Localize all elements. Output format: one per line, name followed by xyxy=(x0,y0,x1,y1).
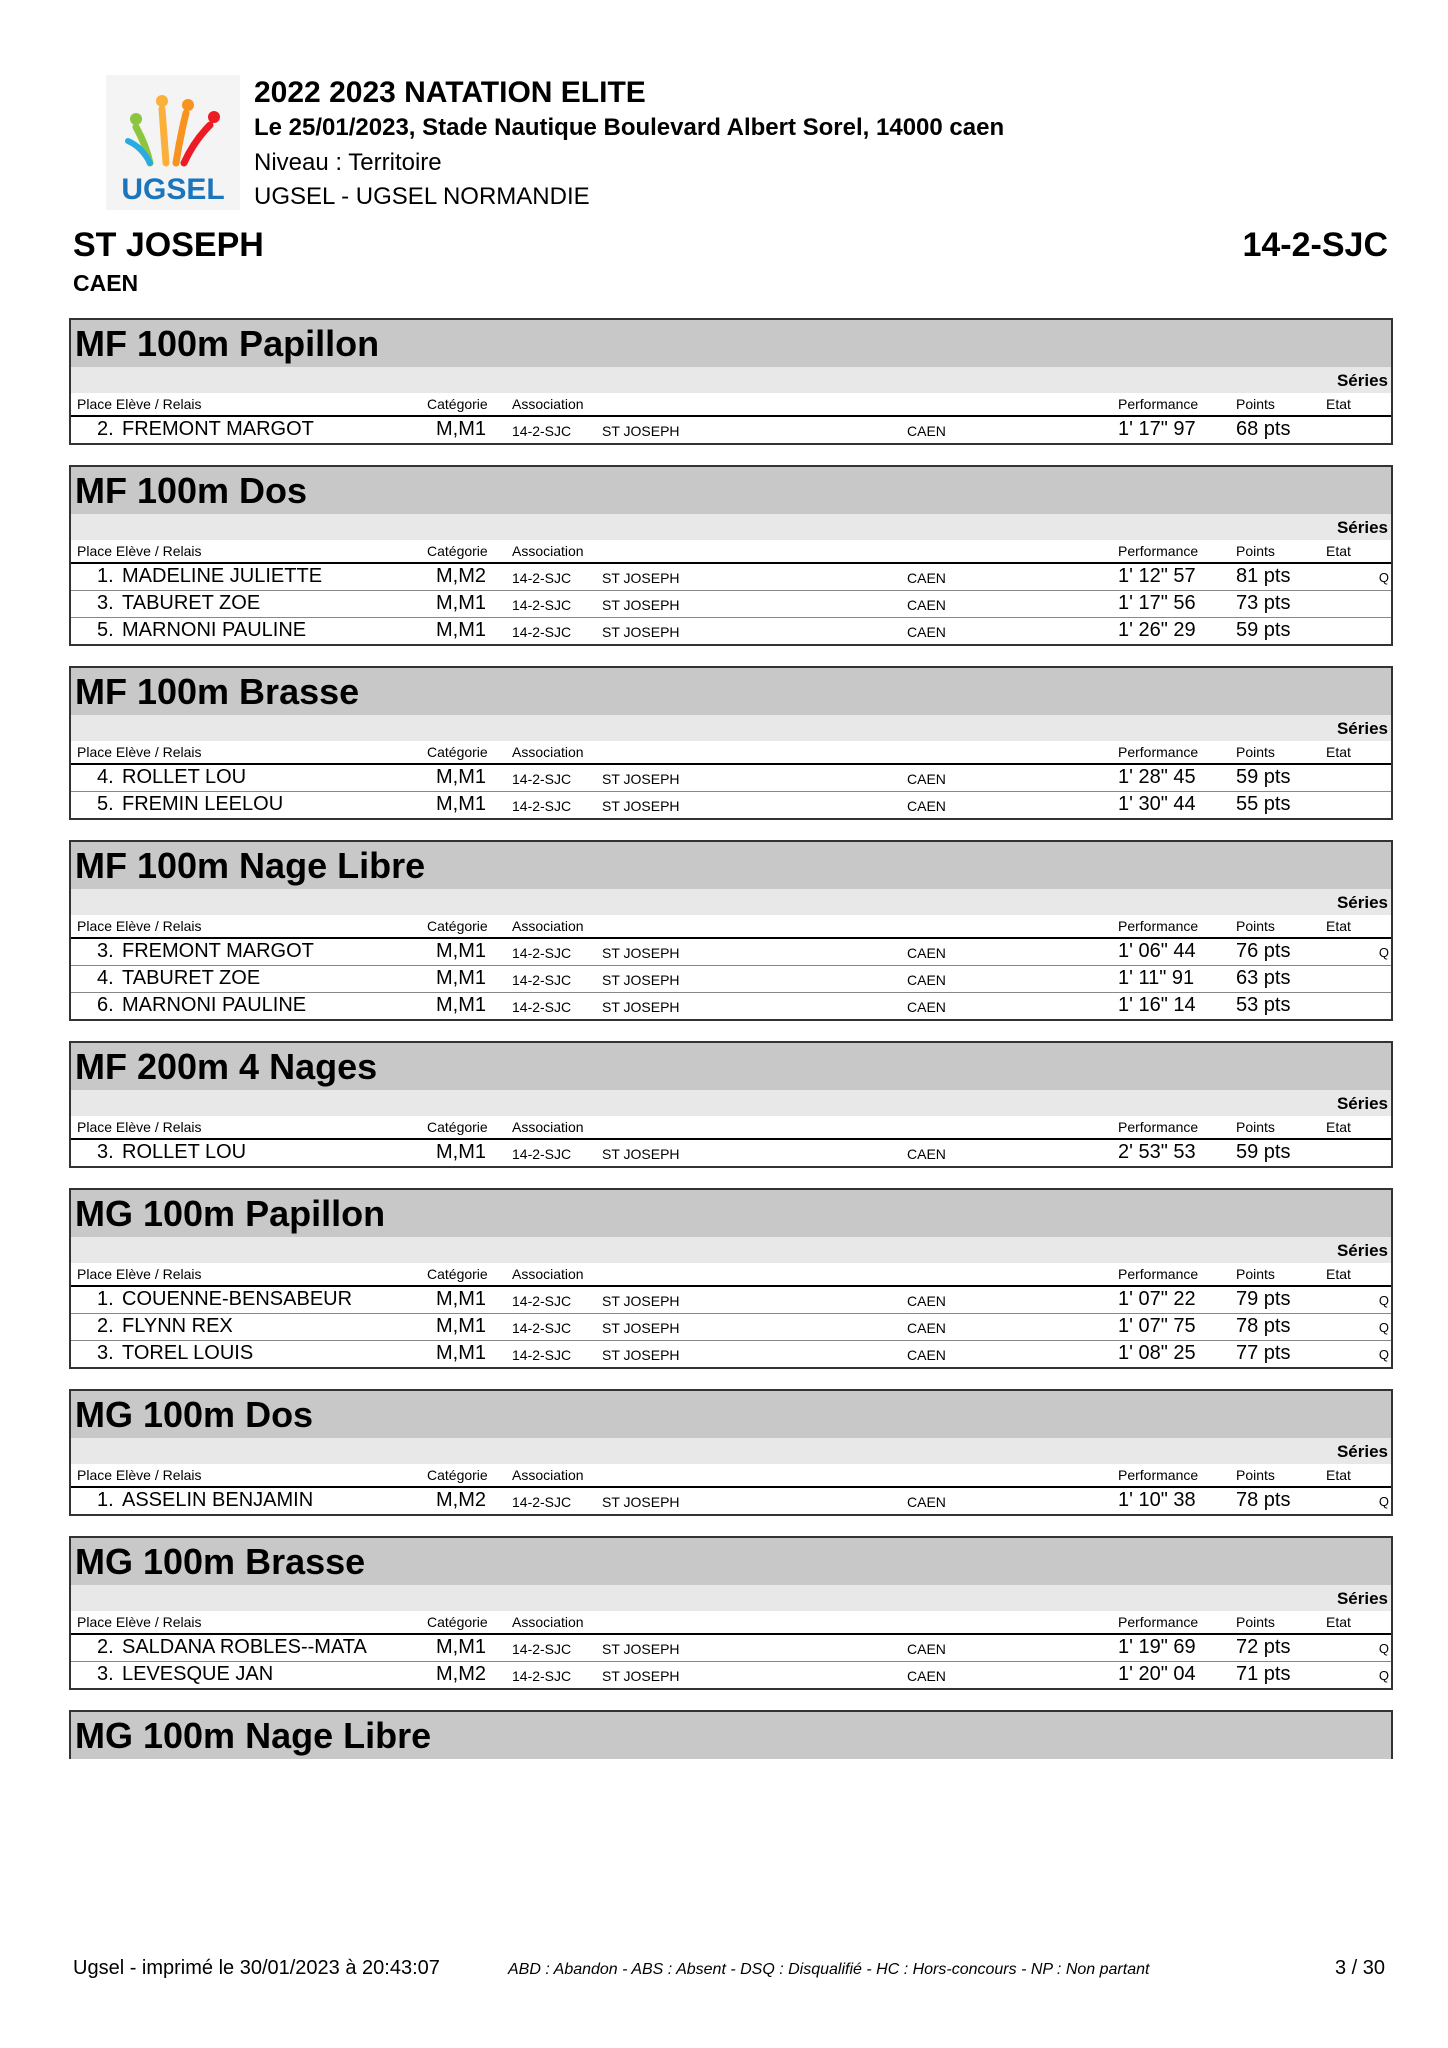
meet-title: 2022 2023 NATATION ELITE xyxy=(254,76,646,109)
association-city: CAEN xyxy=(907,1347,946,1363)
col-category: Catégorie xyxy=(427,918,488,934)
performance: 1' 11" 91 xyxy=(1118,967,1195,989)
place: 4. xyxy=(97,766,114,788)
qualification-status: Q xyxy=(1378,1320,1389,1335)
qualification-status: Q xyxy=(1378,945,1389,960)
col-category: Catégorie xyxy=(427,1266,488,1282)
column-headers xyxy=(71,1464,1391,1488)
col-performance: Performance xyxy=(1118,1467,1199,1483)
category: M,M1 xyxy=(436,1288,486,1310)
association-code: 14-2-SJC xyxy=(512,1146,572,1162)
col-etat: Etat xyxy=(1326,744,1351,760)
points: 78 pts xyxy=(1236,1489,1291,1511)
result-row xyxy=(71,1140,1391,1166)
performance: 1' 08" 25 xyxy=(1118,1342,1196,1364)
association-code: 14-2-SJC xyxy=(512,1293,572,1309)
swimmer-name: MARNONI PAULINE xyxy=(122,994,307,1016)
result-row xyxy=(71,765,1391,792)
performance: 1' 17" 97 xyxy=(1118,418,1196,440)
col-points: Points xyxy=(1236,744,1275,760)
event-table xyxy=(69,1041,1393,1168)
series-label: Séries xyxy=(71,1237,1391,1263)
meet-date-venue: Le 25/01/2023, Stade Nautique Boulevard Albert Sorel, 14000 caen xyxy=(254,114,1005,141)
result-row xyxy=(71,1287,1391,1314)
association-city: CAEN xyxy=(907,1641,946,1657)
points: 78 pts xyxy=(1236,1315,1291,1337)
association-city: CAEN xyxy=(907,597,946,613)
swimmer-name: FREMONT MARGOT xyxy=(122,418,314,440)
col-association: Association xyxy=(512,744,584,760)
points: 71 pts xyxy=(1236,1663,1291,1685)
performance: 1' 20" 04 xyxy=(1118,1663,1196,1685)
event-title: MF 100m Papillon xyxy=(71,320,1391,367)
event-title: MF 200m 4 Nages xyxy=(71,1043,1391,1090)
swimmer-name: FLYNN REX xyxy=(122,1315,233,1337)
event-title: MF 100m Nage Libre xyxy=(71,842,1391,889)
association-code: 14-2-SJC xyxy=(512,999,572,1015)
result-row xyxy=(71,939,1391,966)
association-code: 14-2-SJC xyxy=(512,972,572,988)
result-row xyxy=(71,1662,1391,1688)
place: 3. xyxy=(97,1141,114,1163)
col-category: Catégorie xyxy=(427,396,488,412)
print-info: Ugsel - imprimé le 30/01/2023 à 20:43:07 xyxy=(73,1957,440,1979)
event-table xyxy=(69,1536,1393,1690)
performance: 2' 53" 53 xyxy=(1118,1141,1196,1163)
series-label: Séries xyxy=(71,889,1391,915)
col-etat: Etat xyxy=(1326,1119,1351,1135)
column-headers xyxy=(71,1263,1391,1287)
association-code: 14-2-SJC xyxy=(512,570,572,586)
association-name: ST JOSEPH xyxy=(602,1494,680,1510)
association-city: CAEN xyxy=(907,999,946,1015)
result-row xyxy=(71,564,1391,591)
association-name: ST JOSEPH xyxy=(602,1320,680,1336)
club-name: ST JOSEPH xyxy=(73,226,264,264)
place: 2. xyxy=(97,1315,114,1337)
place: 3. xyxy=(97,592,114,614)
performance: 1' 07" 75 xyxy=(1118,1315,1196,1337)
col-place: Place Elève / Relais xyxy=(77,396,202,412)
col-performance: Performance xyxy=(1118,918,1199,934)
category: M,M1 xyxy=(436,994,486,1016)
col-category: Catégorie xyxy=(427,744,488,760)
performance: 1' 26" 29 xyxy=(1118,619,1196,641)
association-name: ST JOSEPH xyxy=(602,798,680,814)
event-table xyxy=(69,465,1393,646)
event-title: MG 100m Dos xyxy=(71,1391,1391,1438)
association-city: CAEN xyxy=(907,423,946,439)
association-code: 14-2-SJC xyxy=(512,624,572,640)
association-name: ST JOSEPH xyxy=(602,1641,680,1657)
performance: 1' 17" 56 xyxy=(1118,592,1196,614)
category: M,M2 xyxy=(436,1489,486,1511)
col-etat: Etat xyxy=(1326,1467,1351,1483)
col-place: Place Elève / Relais xyxy=(77,1614,202,1630)
col-performance: Performance xyxy=(1118,1266,1199,1282)
col-etat: Etat xyxy=(1326,918,1351,934)
points: 68 pts xyxy=(1236,418,1291,440)
col-place: Place Elève / Relais xyxy=(77,1266,202,1282)
swimmer-name: ROLLET LOU xyxy=(122,1141,247,1163)
swimmer-name: MARNONI PAULINE xyxy=(122,619,307,641)
place: 2. xyxy=(97,418,114,440)
points: 77 pts xyxy=(1236,1342,1291,1364)
event-title: MG 100m Papillon xyxy=(71,1190,1391,1237)
association-name: ST JOSEPH xyxy=(602,570,680,586)
association-city: CAEN xyxy=(907,771,946,787)
col-association: Association xyxy=(512,1119,584,1135)
col-performance: Performance xyxy=(1118,744,1199,760)
category: M,M1 xyxy=(436,940,486,962)
column-headers xyxy=(71,915,1391,939)
col-performance: Performance xyxy=(1118,1119,1199,1135)
col-etat: Etat xyxy=(1326,1614,1351,1630)
result-row xyxy=(71,1314,1391,1341)
place: 3. xyxy=(97,1342,114,1364)
column-headers xyxy=(71,741,1391,765)
category: M,M1 xyxy=(436,766,486,788)
meet-level: Niveau : Territoire xyxy=(254,149,442,176)
association-name: ST JOSEPH xyxy=(602,1347,680,1363)
event-title: MF 100m Brasse xyxy=(71,668,1391,715)
performance: 1' 06" 44 xyxy=(1118,940,1196,962)
performance: 1' 12" 57 xyxy=(1118,565,1196,587)
performance: 1' 10" 38 xyxy=(1118,1489,1196,1511)
points: 59 pts xyxy=(1236,619,1291,641)
qualification-status: Q xyxy=(1378,1347,1389,1362)
association-code: 14-2-SJC xyxy=(512,1641,572,1657)
col-etat: Etat xyxy=(1326,1266,1351,1282)
association-code: 14-2-SJC xyxy=(512,1494,572,1510)
col-association: Association xyxy=(512,543,584,559)
category: M,M1 xyxy=(436,592,486,614)
series-label: Séries xyxy=(71,1090,1391,1116)
category: M,M1 xyxy=(436,793,486,815)
svg-text:UGSEL: UGSEL xyxy=(121,173,225,206)
column-headers xyxy=(71,1611,1391,1635)
points: 55 pts xyxy=(1236,793,1291,815)
swimmer-name: ROLLET LOU xyxy=(122,766,247,788)
col-points: Points xyxy=(1236,1614,1275,1630)
col-points: Points xyxy=(1236,1467,1275,1483)
event-title: MF 100m Dos xyxy=(71,467,1391,514)
col-points: Points xyxy=(1236,918,1275,934)
association-name: ST JOSEPH xyxy=(602,423,680,439)
points: 59 pts xyxy=(1236,766,1291,788)
points: 81 pts xyxy=(1236,565,1291,587)
col-category: Catégorie xyxy=(427,1614,488,1630)
place: 3. xyxy=(97,1663,114,1685)
col-points: Points xyxy=(1236,1119,1275,1135)
result-row xyxy=(71,1488,1391,1514)
qualification-status: Q xyxy=(1378,570,1389,585)
col-performance: Performance xyxy=(1118,1614,1199,1630)
col-performance: Performance xyxy=(1118,543,1199,559)
association-code: 14-2-SJC xyxy=(512,597,572,613)
association-city: CAEN xyxy=(907,1146,946,1162)
association-code: 14-2-SJC xyxy=(512,1347,572,1363)
series-label: Séries xyxy=(71,514,1391,540)
association-name: ST JOSEPH xyxy=(602,945,680,961)
meet-organizer: UGSEL - UGSEL NORMANDIE xyxy=(254,183,590,210)
col-points: Points xyxy=(1236,396,1275,412)
place: 6. xyxy=(97,994,114,1016)
association-name: ST JOSEPH xyxy=(602,1146,680,1162)
series-label: Séries xyxy=(71,1438,1391,1464)
association-city: CAEN xyxy=(907,624,946,640)
col-place: Place Elève / Relais xyxy=(77,918,202,934)
event-table xyxy=(69,666,1393,820)
col-performance: Performance xyxy=(1118,396,1199,412)
col-category: Catégorie xyxy=(427,543,488,559)
place: 1. xyxy=(97,1288,114,1310)
category: M,M1 xyxy=(436,1141,486,1163)
column-headers xyxy=(71,1116,1391,1140)
abbreviation-legend: ABD : Abandon - ABS : Absent - DSQ : Disqualifié - HC : Hors-concours - NP : Non partant xyxy=(508,1961,1150,1978)
points: 73 pts xyxy=(1236,592,1291,614)
place: 4. xyxy=(97,967,114,989)
category: M,M2 xyxy=(436,565,486,587)
col-association: Association xyxy=(512,918,584,934)
result-row xyxy=(71,618,1391,644)
result-row xyxy=(71,993,1391,1019)
ugsel-logo xyxy=(106,75,240,210)
swimmer-name: MADELINE JULIETTE xyxy=(122,565,323,587)
event-title: MG 100m Brasse xyxy=(71,1538,1391,1585)
place: 2. xyxy=(97,1636,114,1658)
result-row xyxy=(71,1635,1391,1662)
result-row xyxy=(71,591,1391,618)
performance: 1' 07" 22 xyxy=(1118,1288,1196,1310)
page-number: 3 / 30 xyxy=(1334,1957,1385,1979)
col-association: Association xyxy=(512,1266,584,1282)
place: 3. xyxy=(97,940,114,962)
col-category: Catégorie xyxy=(427,1467,488,1483)
points: 76 pts xyxy=(1236,940,1291,962)
result-row xyxy=(71,966,1391,993)
association-name: ST JOSEPH xyxy=(602,624,680,640)
swimmer-name: SALDANA ROBLES--MATA xyxy=(122,1636,367,1658)
category: M,M1 xyxy=(436,1636,486,1658)
points: 59 pts xyxy=(1236,1141,1291,1163)
series-label: Séries xyxy=(71,1585,1391,1611)
qualification-status: Q xyxy=(1378,1293,1389,1308)
series-label: Séries xyxy=(71,367,1391,393)
association-code: 14-2-SJC xyxy=(512,1668,572,1684)
association-code: 14-2-SJC xyxy=(512,423,572,439)
points: 53 pts xyxy=(1236,994,1291,1016)
category: M,M1 xyxy=(436,418,486,440)
place: 1. xyxy=(97,1489,114,1511)
result-row xyxy=(71,417,1391,443)
col-association: Association xyxy=(512,396,584,412)
points: 63 pts xyxy=(1236,967,1291,989)
association-code: 14-2-SJC xyxy=(512,1320,572,1336)
col-etat: Etat xyxy=(1326,543,1351,559)
col-association: Association xyxy=(512,1614,584,1630)
qualification-status: Q xyxy=(1378,1641,1389,1656)
event-table xyxy=(69,1389,1393,1516)
place: 5. xyxy=(97,619,114,641)
swimmer-name: TOREL LOUIS xyxy=(122,1342,254,1364)
association-name: ST JOSEPH xyxy=(602,1293,680,1309)
association-city: CAEN xyxy=(907,570,946,586)
points: 79 pts xyxy=(1236,1288,1291,1310)
col-points: Points xyxy=(1236,543,1275,559)
association-name: ST JOSEPH xyxy=(602,972,680,988)
series-label: Séries xyxy=(71,715,1391,741)
result-row xyxy=(71,792,1391,818)
performance: 1' 16" 14 xyxy=(1118,994,1196,1016)
swimmer-name: FREMONT MARGOT xyxy=(122,940,314,962)
association-city: CAEN xyxy=(907,798,946,814)
qualification-status: Q xyxy=(1378,1668,1389,1683)
col-etat: Etat xyxy=(1326,396,1351,412)
qualification-status: Q xyxy=(1378,1494,1389,1509)
event-table xyxy=(69,1188,1393,1369)
place: 5. xyxy=(97,793,114,815)
col-place: Place Elève / Relais xyxy=(77,744,202,760)
association-code: 14-2-SJC xyxy=(512,798,572,814)
col-place: Place Elève / Relais xyxy=(77,1467,202,1483)
result-row xyxy=(71,1341,1391,1367)
association-code: 14-2-SJC xyxy=(512,771,572,787)
association-code: 14-2-SJC xyxy=(512,945,572,961)
swimmer-name: ASSELIN BENJAMIN xyxy=(122,1489,314,1511)
performance: 1' 30" 44 xyxy=(1118,793,1196,815)
col-points: Points xyxy=(1236,1266,1275,1282)
swimmer-name: FREMIN LEELOU xyxy=(122,793,284,815)
association-city: CAEN xyxy=(907,945,946,961)
column-headers xyxy=(71,540,1391,564)
performance: 1' 28" 45 xyxy=(1118,766,1196,788)
association-city: CAEN xyxy=(907,1494,946,1510)
col-place: Place Elève / Relais xyxy=(77,1119,202,1135)
col-place: Place Elève / Relais xyxy=(77,543,202,559)
association-city: CAEN xyxy=(907,1668,946,1684)
association-city: CAEN xyxy=(907,1293,946,1309)
col-category: Catégorie xyxy=(427,1119,488,1135)
event-title: MG 100m Nage Libre xyxy=(71,1712,1391,1759)
association-name: ST JOSEPH xyxy=(602,999,680,1015)
association-name: ST JOSEPH xyxy=(602,1668,680,1684)
category: M,M1 xyxy=(436,1342,486,1364)
events-list xyxy=(69,318,1393,1759)
event-table xyxy=(69,318,1393,445)
performance: 1' 19" 69 xyxy=(1118,1636,1196,1658)
club-code: 14-2-SJC xyxy=(1242,226,1388,264)
event-table xyxy=(69,1710,1393,1759)
association-name: ST JOSEPH xyxy=(602,771,680,787)
category: M,M1 xyxy=(436,619,486,641)
association-city: CAEN xyxy=(907,1320,946,1336)
category: M,M1 xyxy=(436,1315,486,1337)
swimmer-name: TABURET ZOE xyxy=(122,592,261,614)
swimmer-name: LEVESQUE JAN xyxy=(122,1663,274,1685)
event-table xyxy=(69,840,1393,1021)
club-city: CAEN xyxy=(73,270,139,296)
swimmer-name: TABURET ZOE xyxy=(122,967,261,989)
swimmer-name: COUENNE-BENSABEUR xyxy=(122,1288,353,1310)
points: 72 pts xyxy=(1236,1636,1291,1658)
place: 1. xyxy=(97,565,114,587)
category: M,M1 xyxy=(436,967,486,989)
col-association: Association xyxy=(512,1467,584,1483)
association-name: ST JOSEPH xyxy=(602,597,680,613)
column-headers xyxy=(71,393,1391,417)
association-city: CAEN xyxy=(907,972,946,988)
category: M,M2 xyxy=(436,1663,486,1685)
